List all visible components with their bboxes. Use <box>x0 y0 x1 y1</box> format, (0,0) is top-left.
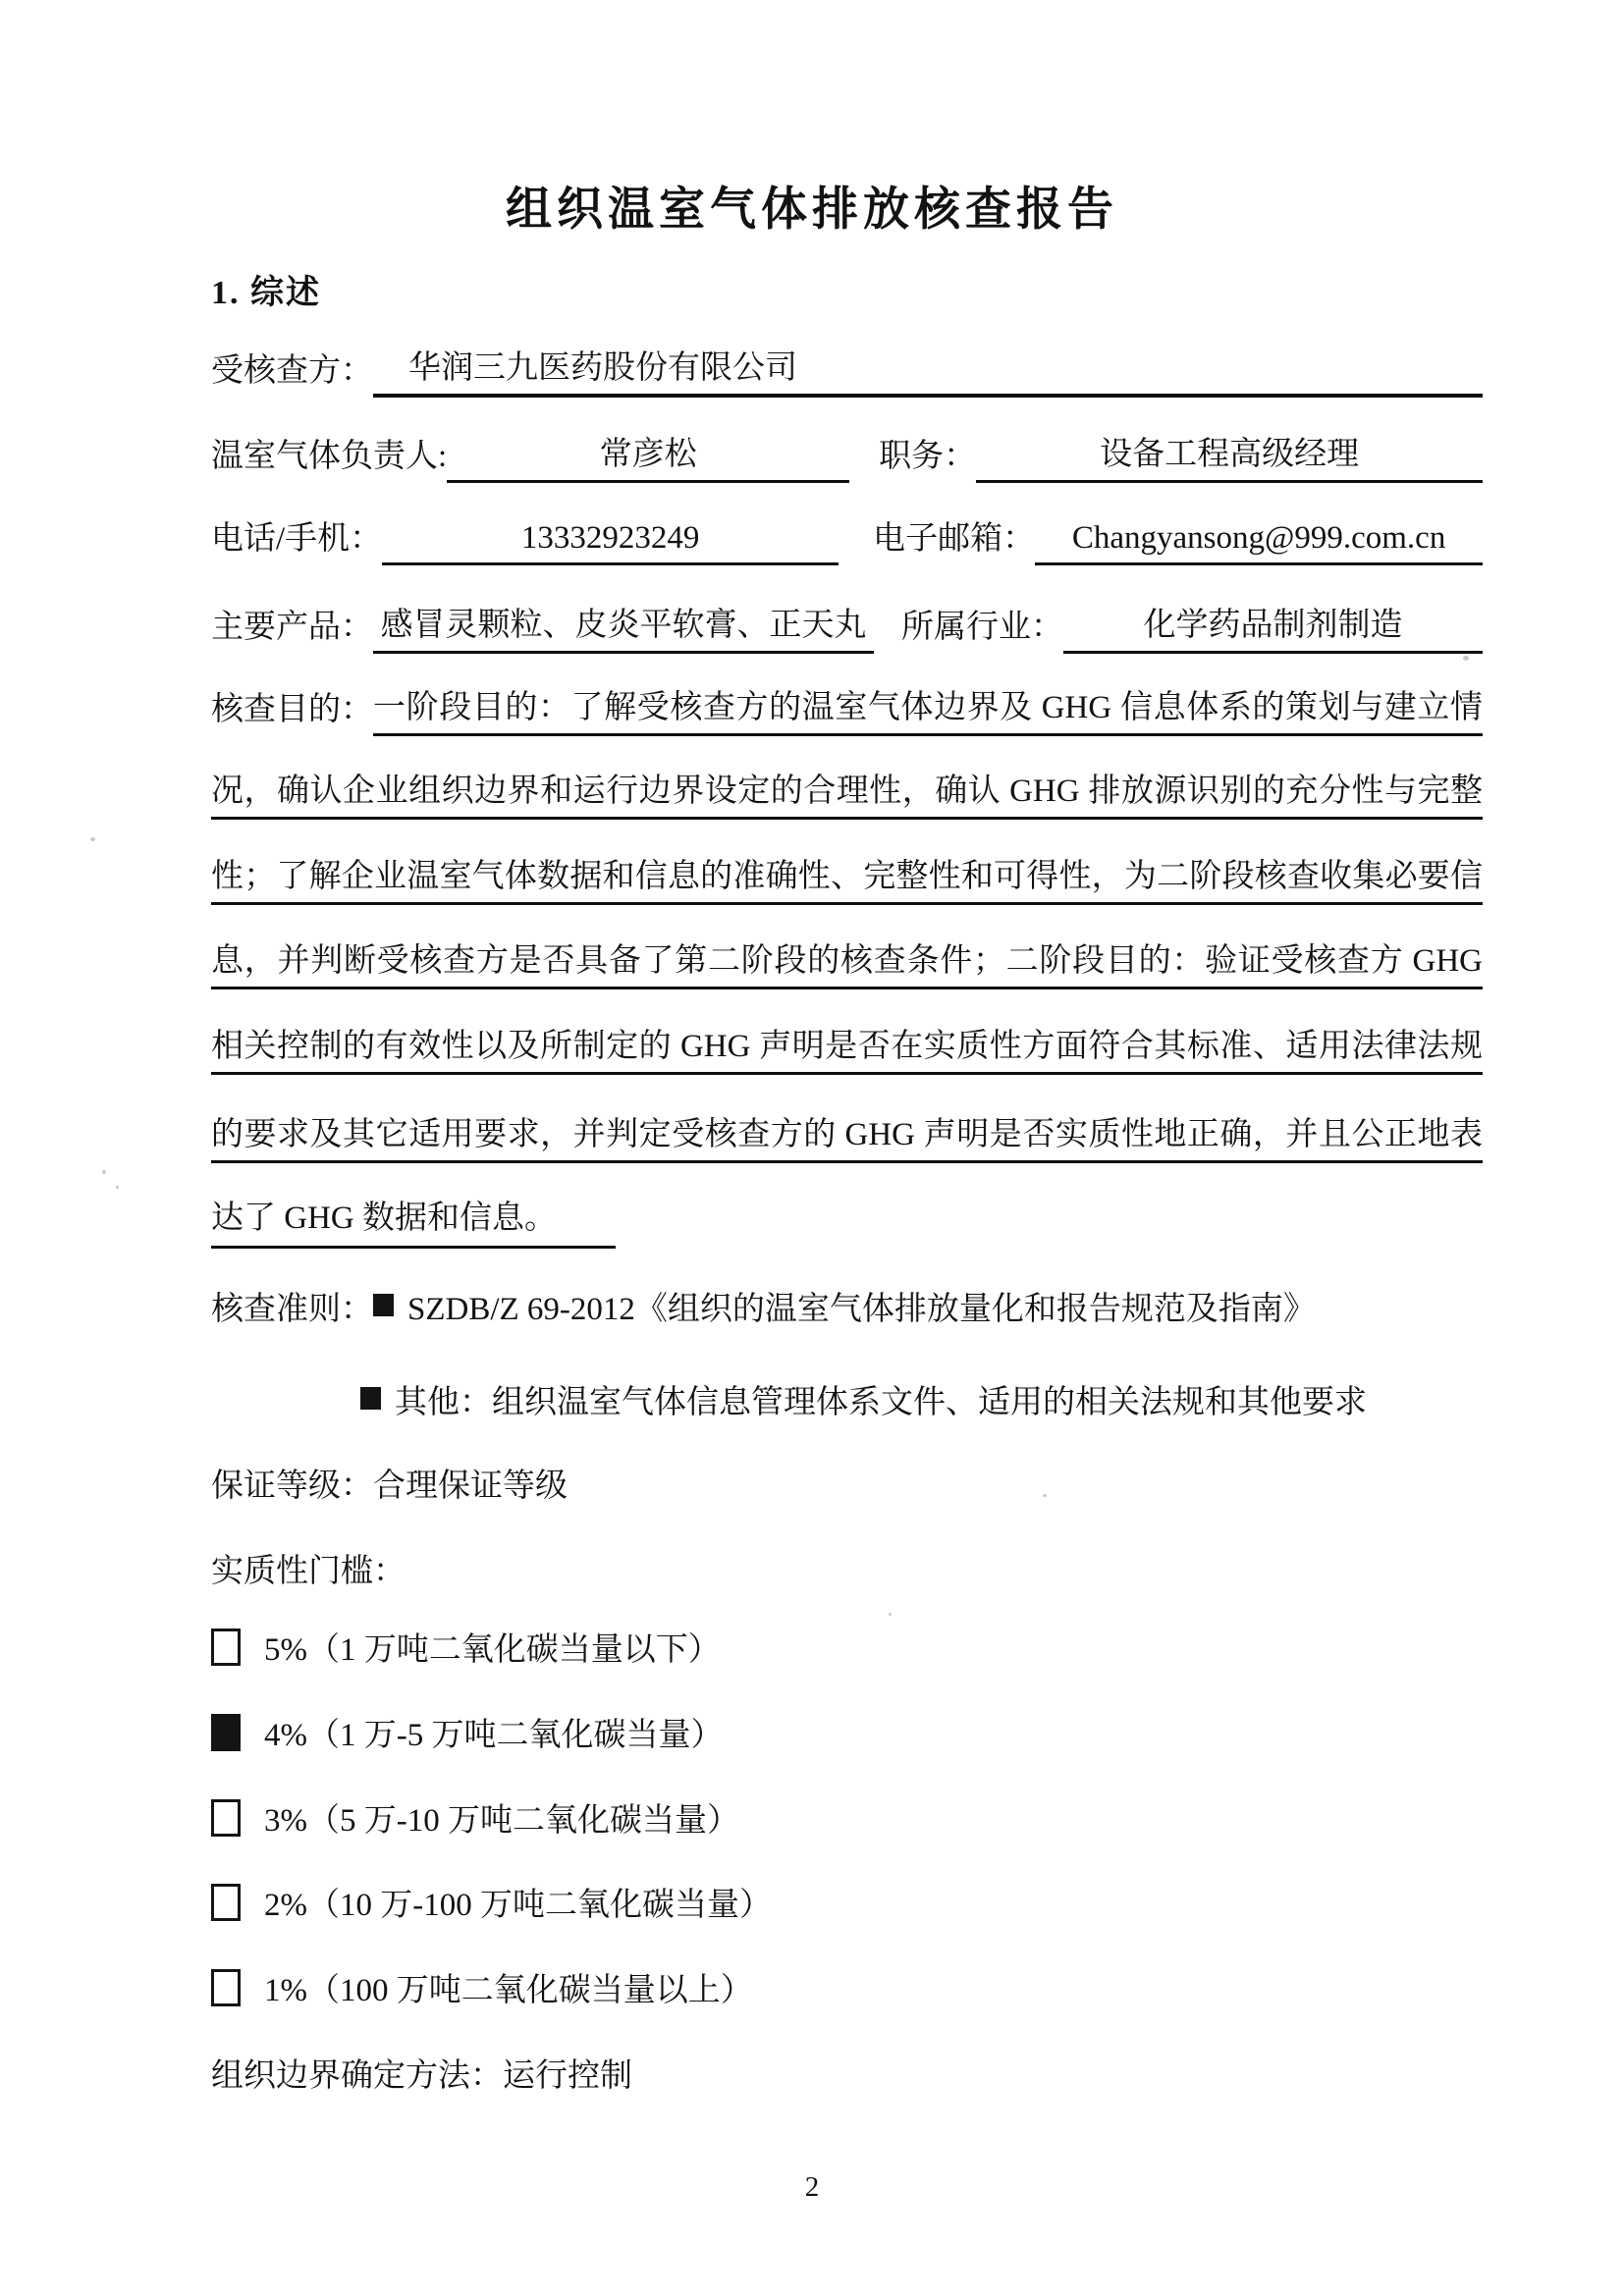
criteria-row-2 <box>360 1376 1483 1422</box>
purpose-line-3: 性；了解企业温室气体数据和信息的准确性、完整性和可得性，为二阶段核查收集必要信 <box>211 850 1483 905</box>
section-heading: 1. 综述 <box>211 275 321 311</box>
doc-title: 组织温室气体排放核查报告 <box>506 185 1118 236</box>
purpose-line-4: 息，并判断受核查方是否具备了第二阶段的核查条件；二阶段目的：验证受核查方 GHG <box>211 934 1483 989</box>
black-square-bullet-icon <box>360 1387 381 1410</box>
boundary-method-row <box>211 2050 1483 2096</box>
assurance-row <box>211 1460 1483 1506</box>
checkbox-unchecked-icon <box>211 1799 241 1837</box>
checkbox-unchecked-icon <box>211 1884 241 1921</box>
phone-value: 13332923249 <box>382 520 839 565</box>
job-title-value: 设备工程高级经理 <box>976 428 1483 483</box>
ghg-manager-label: 温室气体负责人: <box>211 439 448 474</box>
materiality-option-label: 4%（1 万-5 万吨二氧化碳当量） <box>264 1718 724 1753</box>
criteria-item-1: SZDB/Z 69-2012《组织的温室气体排放量化和报告规范及指南》 <box>407 1292 1316 1327</box>
field-row-products-industry <box>211 599 1483 654</box>
page-number: 2 <box>804 2171 820 2203</box>
materiality-option-label: 3%（5 万-10 万吨二氧化碳当量） <box>264 1803 739 1839</box>
phone-label: 电话/手机： <box>211 521 383 557</box>
industry-value: 化学药品制剂制造 <box>1063 599 1483 654</box>
boundary-method-value: 运行控制 <box>503 2058 632 2094</box>
scan-speck <box>90 837 95 841</box>
purpose-line-7-wrap <box>211 1192 1483 1249</box>
purpose-label: 核查目的： <box>211 692 373 727</box>
purpose-line-7: 达了 GHG 数据和信息。 <box>211 1192 616 1249</box>
materiality-option-5pct <box>211 1624 1483 1670</box>
assurance-label: 保证等级： <box>211 1468 373 1504</box>
materiality-option-label: 5%（1 万吨二氧化碳当量以下） <box>264 1632 721 1668</box>
materiality-option-label: 2%（10 万-100 万吨二氧化碳当量） <box>264 1888 772 1923</box>
materiality-option-3pct <box>211 1794 1483 1841</box>
purpose-line-6: 的要求及其它适用要求，并判定受核查方的 GHG 声明是否实质性地正确，并且公正地表 <box>211 1108 1483 1163</box>
criteria-label: 核查准则： <box>211 1292 373 1327</box>
checkbox-unchecked-icon <box>211 1629 241 1666</box>
criteria-row-1 <box>211 1283 1483 1329</box>
verified-party-label: 受核查方： <box>211 353 373 389</box>
job-title-label: 职务： <box>879 439 977 474</box>
main-products-value: 感冒灵颗粒、皮炎平软膏、正天丸 <box>373 599 874 654</box>
email-value: Changyansong@999.com.cn <box>1035 520 1483 565</box>
scan-speck <box>1463 656 1469 661</box>
materiality-heading: 实质性门槛： <box>211 1554 406 1589</box>
materiality-option-label: 1%（100 万吨二氧化碳当量以上） <box>264 1973 753 2008</box>
materiality-option-4pct <box>211 1709 1483 1755</box>
assurance-value: 合理保证等级 <box>373 1468 568 1504</box>
verified-party-value: 华润三九医药股份有限公司 <box>373 342 1483 398</box>
purpose-line-1 <box>211 681 1483 736</box>
purpose-line-2: 况，确认企业组织边界和运行边界设定的合理性，确认 GHG 排放源识别的充分性与完整 <box>211 765 1483 820</box>
purpose-line-1-text: 一阶段目的：了解受核查方的温室气体边界及 GHG 信息体系的策划与建立情 <box>373 681 1483 736</box>
materiality-option-1pct <box>211 1964 1483 2010</box>
checkbox-unchecked-icon <box>211 1969 241 2006</box>
boundary-method-label: 组织边界确定方法： <box>211 2058 503 2094</box>
black-square-bullet-icon <box>373 1294 394 1316</box>
ghg-manager-value: 常彦松 <box>447 428 849 483</box>
scan-speck <box>102 1170 106 1174</box>
field-row-phone-email <box>211 512 1483 565</box>
purpose-line-5: 相关控制的有效性以及所制定的 GHG 声明是否在实质性方面符合其标准、适用法律法规 <box>211 1020 1483 1075</box>
scan-speck <box>889 1613 892 1616</box>
scan-speck <box>116 1186 119 1189</box>
checkbox-checked-icon <box>211 1714 241 1751</box>
industry-label: 所属行业： <box>901 610 1063 645</box>
email-label: 电子邮箱： <box>873 521 1036 557</box>
main-products-label: 主要产品： <box>211 610 373 645</box>
field-row-verified-party <box>211 342 1483 398</box>
scan-speck <box>1043 1494 1047 1497</box>
field-row-manager-jobtitle <box>211 428 1483 483</box>
criteria-item-2: 其他：组织温室气体信息管理体系文件、适用的相关法规和其他要求 <box>395 1385 1367 1420</box>
materiality-option-2pct <box>211 1879 1483 1925</box>
